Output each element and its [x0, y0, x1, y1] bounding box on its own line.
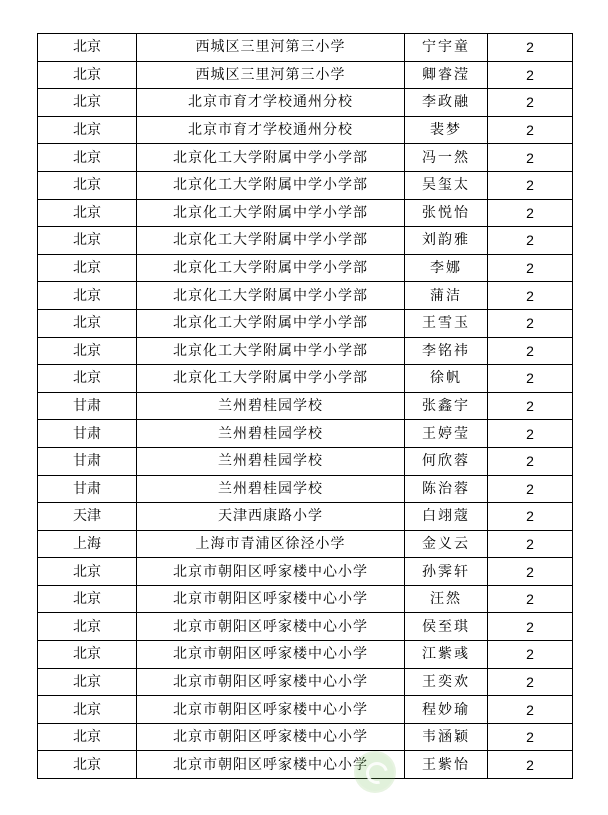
- score-cell: 2: [488, 641, 573, 669]
- school-cell: 北京市朝阳区呼家楼中心小学: [137, 696, 405, 724]
- student-name-cell: 韦涵颖: [405, 723, 488, 751]
- table-row: [38, 282, 573, 310]
- school-cell: 北京化工大学附属中学小学部: [137, 199, 405, 227]
- student-name-cell: 张悦怡: [405, 199, 488, 227]
- student-name-cell: 吴玺太: [405, 171, 488, 199]
- results-table-body: [38, 34, 573, 779]
- score-cell: 2: [488, 530, 573, 558]
- table-row: [38, 585, 573, 613]
- student-name-cell: 程妙瑜: [405, 696, 488, 724]
- score-cell: 2: [488, 89, 573, 117]
- table-row: [38, 558, 573, 586]
- school-cell: 北京化工大学附属中学小学部: [137, 337, 405, 365]
- region-cell: 北京: [38, 227, 137, 255]
- table-row: [38, 530, 573, 558]
- student-name-cell: 李政融: [405, 89, 488, 117]
- score-cell: 2: [488, 116, 573, 144]
- school-cell: 北京市朝阳区呼家楼中心小学: [137, 641, 405, 669]
- student-name-cell: 裴梦: [405, 116, 488, 144]
- region-cell: 上海: [38, 530, 137, 558]
- table-row: [38, 227, 573, 255]
- school-cell: 兰州碧桂园学校: [137, 392, 405, 420]
- student-name-cell: 张鑫宇: [405, 392, 488, 420]
- table-row: [38, 475, 573, 503]
- student-name-cell: 刘韵雅: [405, 227, 488, 255]
- school-cell: 北京化工大学附属中学小学部: [137, 254, 405, 282]
- student-name-cell: 何欣蓉: [405, 447, 488, 475]
- school-cell: 北京市朝阳区呼家楼中心小学: [137, 723, 405, 751]
- table-row: [38, 751, 573, 779]
- region-cell: 甘肃: [38, 420, 137, 448]
- region-cell: 北京: [38, 254, 137, 282]
- table-row: [38, 337, 573, 365]
- school-cell: 北京化工大学附属中学小学部: [137, 144, 405, 172]
- table-row: [38, 503, 573, 531]
- table-row: [38, 420, 573, 448]
- table-row: [38, 365, 573, 393]
- student-name-cell: 蒲洁: [405, 282, 488, 310]
- region-cell: 北京: [38, 613, 137, 641]
- student-name-cell: 宁宇童: [405, 34, 488, 62]
- student-name-cell: 江紫彧: [405, 641, 488, 669]
- student-name-cell: 徐帆: [405, 365, 488, 393]
- school-cell: 西城区三里河第三小学: [137, 34, 405, 62]
- region-cell: 北京: [38, 282, 137, 310]
- school-cell: 兰州碧桂园学校: [137, 420, 405, 448]
- region-cell: 北京: [38, 61, 137, 89]
- student-name-cell: 王奕欢: [405, 668, 488, 696]
- school-cell: 北京市朝阳区呼家楼中心小学: [137, 613, 405, 641]
- region-cell: 甘肃: [38, 475, 137, 503]
- score-cell: 2: [488, 171, 573, 199]
- school-cell: 北京市育才学校通州分校: [137, 116, 405, 144]
- table-row: [38, 723, 573, 751]
- student-name-cell: 金义云: [405, 530, 488, 558]
- school-cell: 北京化工大学附属中学小学部: [137, 227, 405, 255]
- score-cell: 2: [488, 751, 573, 779]
- table-row: [38, 696, 573, 724]
- region-cell: 北京: [38, 365, 137, 393]
- score-cell: 2: [488, 475, 573, 503]
- region-cell: 北京: [38, 309, 137, 337]
- table-row: [38, 668, 573, 696]
- region-cell: 甘肃: [38, 447, 137, 475]
- student-name-cell: 孙霁轩: [405, 558, 488, 586]
- table-row: [38, 254, 573, 282]
- school-cell: 兰州碧桂园学校: [137, 447, 405, 475]
- score-cell: 2: [488, 227, 573, 255]
- score-cell: 2: [488, 254, 573, 282]
- table-row: [38, 34, 573, 62]
- region-cell: 北京: [38, 751, 137, 779]
- school-cell: 北京化工大学附属中学小学部: [137, 171, 405, 199]
- score-cell: 2: [488, 558, 573, 586]
- table-row: [38, 392, 573, 420]
- score-cell: 2: [488, 420, 573, 448]
- student-name-cell: 王婷莹: [405, 420, 488, 448]
- score-cell: 2: [488, 503, 573, 531]
- score-cell: 2: [488, 696, 573, 724]
- table-row: [38, 447, 573, 475]
- table-row: [38, 116, 573, 144]
- score-cell: 2: [488, 199, 573, 227]
- school-cell: 北京化工大学附属中学小学部: [137, 282, 405, 310]
- school-cell: 北京市朝阳区呼家楼中心小学: [137, 668, 405, 696]
- score-cell: 2: [488, 447, 573, 475]
- student-name-cell: 陈治蓉: [405, 475, 488, 503]
- table-row: [38, 89, 573, 117]
- score-cell: 2: [488, 34, 573, 62]
- school-cell: 天津西康路小学: [137, 503, 405, 531]
- score-cell: 2: [488, 309, 573, 337]
- student-name-cell: 王紫怡: [405, 751, 488, 779]
- student-name-cell: 汪然: [405, 585, 488, 613]
- school-cell: 北京市育才学校通州分校: [137, 89, 405, 117]
- school-cell: 西城区三里河第三小学: [137, 61, 405, 89]
- table-row: [38, 613, 573, 641]
- school-cell: 北京市朝阳区呼家楼中心小学: [137, 585, 405, 613]
- student-name-cell: 王雪玉: [405, 309, 488, 337]
- region-cell: 北京: [38, 144, 137, 172]
- region-cell: 甘肃: [38, 392, 137, 420]
- student-name-cell: 李娜: [405, 254, 488, 282]
- table-row: [38, 171, 573, 199]
- table-row: [38, 641, 573, 669]
- table-row: [38, 309, 573, 337]
- region-cell: 北京: [38, 558, 137, 586]
- student-name-cell: 白翊蔻: [405, 503, 488, 531]
- region-cell: 北京: [38, 641, 137, 669]
- score-cell: 2: [488, 392, 573, 420]
- school-cell: 兰州碧桂园学校: [137, 475, 405, 503]
- score-cell: 2: [488, 668, 573, 696]
- school-cell: 北京化工大学附属中学小学部: [137, 309, 405, 337]
- score-cell: 2: [488, 723, 573, 751]
- region-cell: 北京: [38, 337, 137, 365]
- student-name-cell: 卿睿滢: [405, 61, 488, 89]
- region-cell: 北京: [38, 116, 137, 144]
- score-cell: 2: [488, 337, 573, 365]
- table-row: [38, 61, 573, 89]
- region-cell: 北京: [38, 723, 137, 751]
- score-cell: 2: [488, 585, 573, 613]
- school-cell: 北京市朝阳区呼家楼中心小学: [137, 558, 405, 586]
- school-cell: 北京化工大学附属中学小学部: [137, 365, 405, 393]
- results-table: [37, 33, 573, 779]
- score-cell: 2: [488, 365, 573, 393]
- table-row: [38, 144, 573, 172]
- school-cell: 北京市朝阳区呼家楼中心小学: [137, 751, 405, 779]
- score-cell: 2: [488, 282, 573, 310]
- student-name-cell: 李铭祎: [405, 337, 488, 365]
- region-cell: 天津: [38, 503, 137, 531]
- student-name-cell: 侯至琪: [405, 613, 488, 641]
- score-cell: 2: [488, 613, 573, 641]
- region-cell: 北京: [38, 171, 137, 199]
- table-row: [38, 199, 573, 227]
- student-name-cell: 冯一然: [405, 144, 488, 172]
- watermark-logo-icon: [356, 753, 394, 791]
- region-cell: 北京: [38, 199, 137, 227]
- region-cell: 北京: [38, 34, 137, 62]
- region-cell: 北京: [38, 585, 137, 613]
- score-cell: 2: [488, 61, 573, 89]
- school-cell: 上海市青浦区徐泾小学: [137, 530, 405, 558]
- region-cell: 北京: [38, 668, 137, 696]
- region-cell: 北京: [38, 89, 137, 117]
- score-cell: 2: [488, 144, 573, 172]
- region-cell: 北京: [38, 696, 137, 724]
